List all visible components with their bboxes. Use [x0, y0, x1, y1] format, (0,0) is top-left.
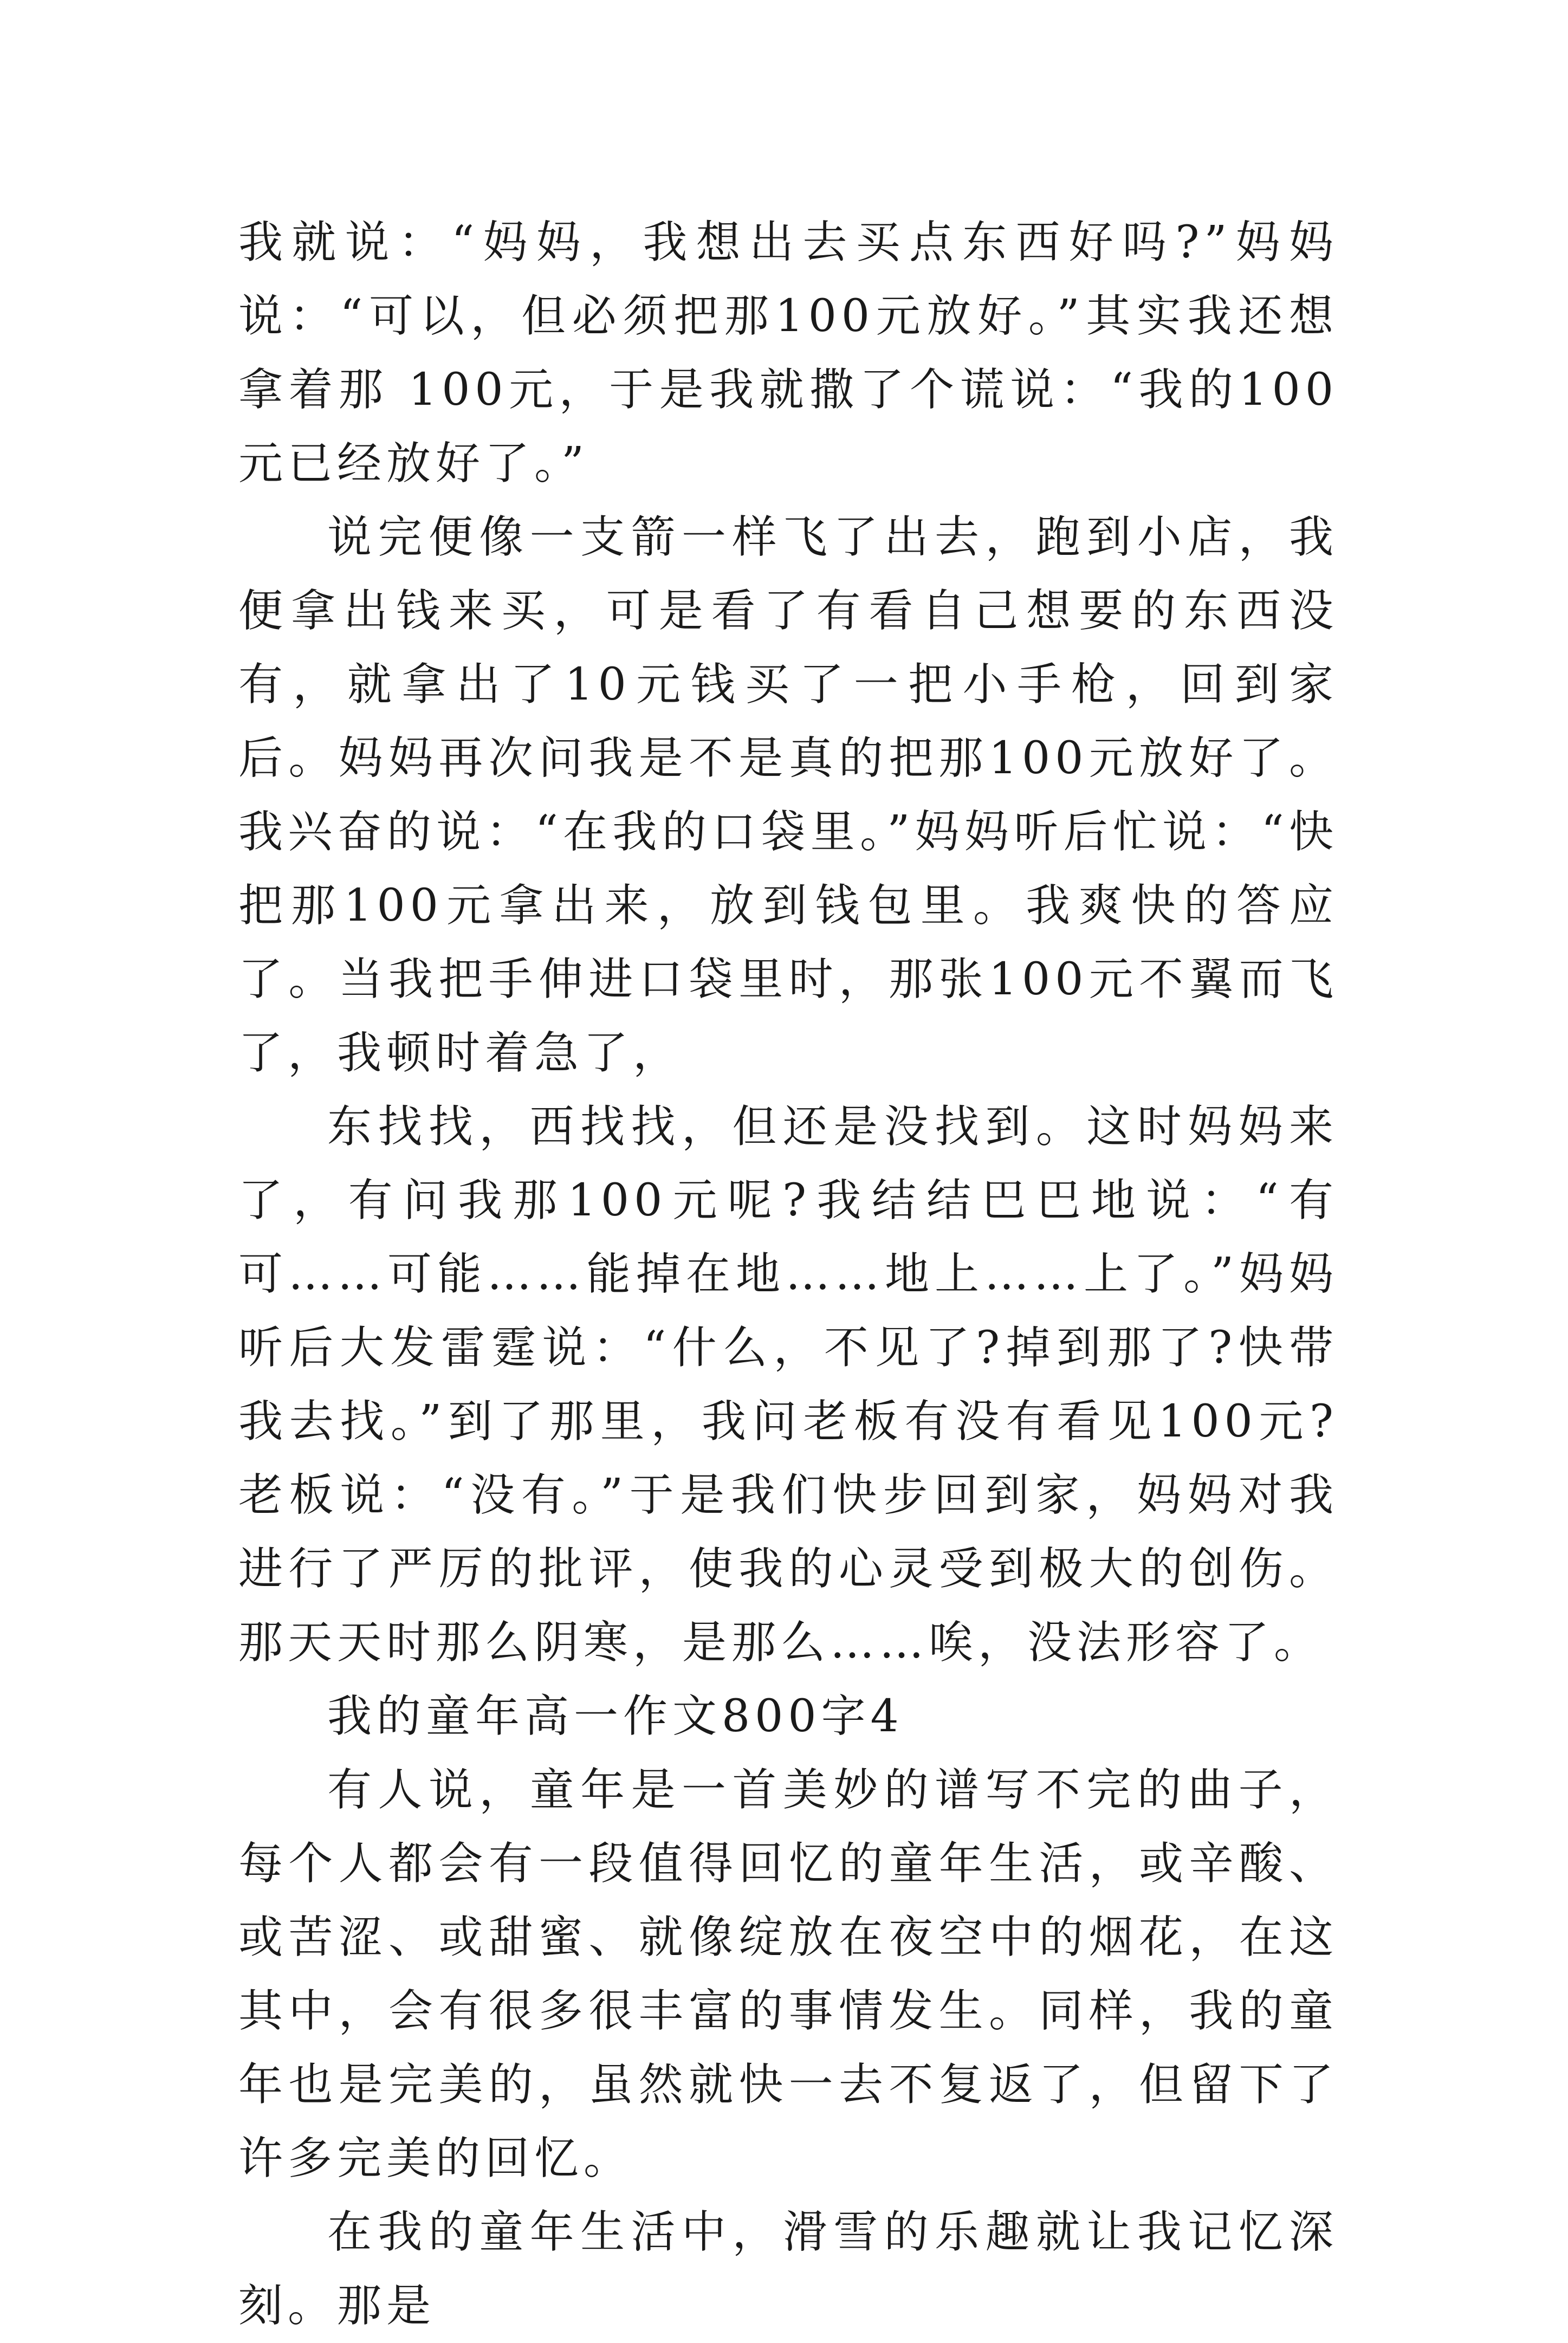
- paragraph-2: 说完便像一支箭一样飞了出去，跑到小店，我便拿出钱来买，可是看了有看自己想要的东西没有，就拿出了10元钱买了一把小手枪，回到家后。妈妈再次问我是不是真的把那100元放好了。我兴奋的说：“在我的口袋里。”妈妈听后忙说：“快把那100元拿出来，放到钱包里。我爽快的答应了。当我把手伸进口袋里时，那张100元不翼而飞了，我顿时着急了，: [238, 512, 1338, 1079]
- paragraph-3: 东找找，西找找，但还是没找到。这时妈妈来了，有问我那100元呢?我结结巴巴地说：“有可……可能……能掉在地……地上……上了。”妈妈听后大发雷霆说：“什么，不见了?掉到那了?快带我去找。”到了那里，我问老板有没有看见100元?老板说：“没有。”于是我们快步回到家，妈妈对我进行了严厉的批评，使我的心灵受到极大的创伤。那天天时那么阴寒，是那么……唉，没法形容了。: [238, 1101, 1338, 1668]
- paragraph-5: 在我的童年生活中，滑雪的乐趣就让我记忆深刻。那是: [238, 2206, 1338, 2332]
- section-heading: 我的童年高一作文800字4: [327, 1691, 904, 1742]
- document-body: [238, 206, 1338, 2343]
- paragraph-1: 我就说：“妈妈，我想出去买点东西好吗?”妈妈说：“可以，但必须把那100元放好。”其实我还想拿着那 100元，于是我就撒了个谎说：“我的100元已经放好了。”: [238, 217, 1338, 489]
- paragraph-4: 有人说，童年是一首美妙的谱写不完的曲子，每个人都会有一段值得回忆的童年生活，或辛酸、或苦涩、或甜蜜、就像绽放在夜空中的烟花，在这其中，会有很多很丰富的事情发生。同样，我的童年也是完美的，虽然就快一去不复返了，但留下了许多完美的回忆。: [238, 1764, 1338, 2184]
